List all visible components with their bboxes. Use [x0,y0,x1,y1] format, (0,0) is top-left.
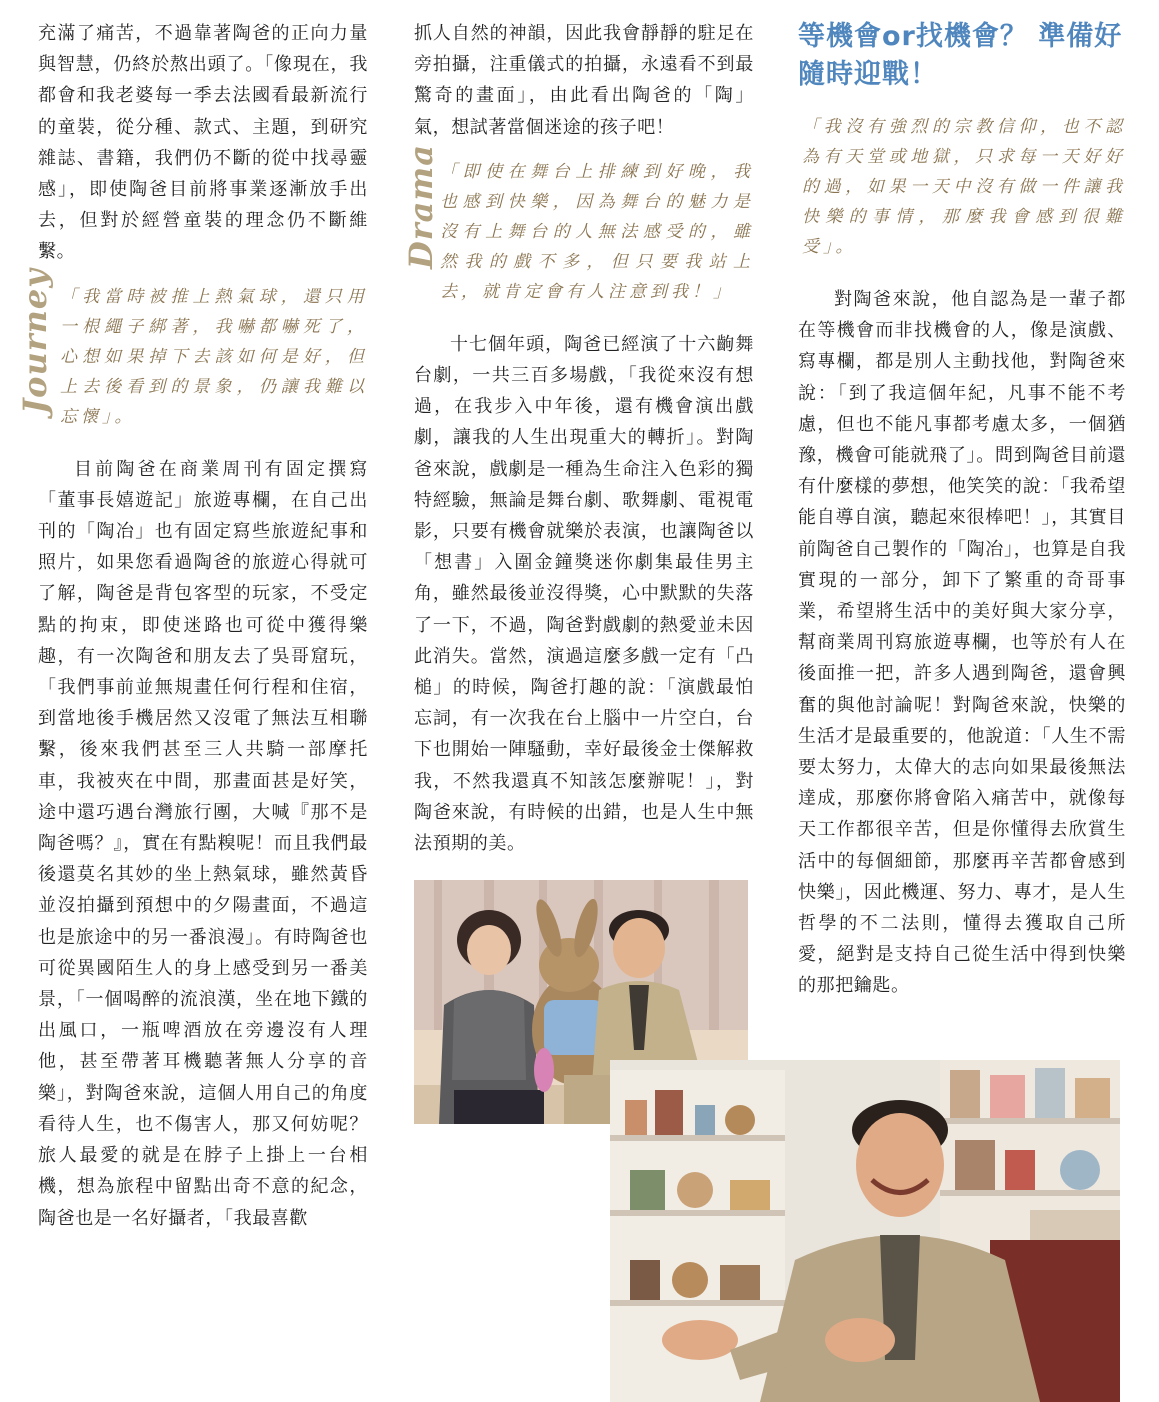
pull-quote-text: 「我當時被推上熱氣球，還只用一根繩子綁著，我嚇都嚇死了，心想如果掉下去該如何是好，但上去後看到的景象，仍讓我難以忘懷」。 [60,286,368,427]
body-paragraph: 充滿了痛苦，不過靠著陶爸的正向力量與智慧，仍終於熬出頭了。「像現在，我都會和我老婆每一季去法國看最新流行的童裝，從分種、款式、主題，到研究雜誌、書籍，我們仍不斷的從中找尋靈感」，即使陶爸目前將事業逐漸放手出去，但對於經營童裝的理念仍不斷維繫。 [38,23,368,263]
body-paragraph: 十七個年頭，陶爸已經演了十六齣舞台劇，一共三百多場戲，「我從來沒有想過，在我步入中年後，還有機會演出戲劇，讓我的人生出現重大的轉折」。對陶爸來說，戲劇是一種為生命注入色彩的獨特經驗，無論是舞台劇、歌舞劇、電視電影，只要有機會就樂於表演，也讓陶爸以「想書」入圍金鐘獎迷你劇集最佳男主角，雖然最後並沒得獎，心中默默的失落了一下，不過，陶爸對戲劇的熱愛並未因此消失。當然，演過這麼多戲一定有「凸槌」的時候，陶爸打趣的說：「演戲最怕忘詞，有一次我在台上腦中一片空白，台下也開始一陣騷動，幸好最後金士傑解救我，不然我還真不知該怎麼辦呢！」，對陶爸來說，有時候的出錯，也是人生中無法預期的美。 [414,333,754,855]
body-paragraph: 對陶爸來說，他自認為是一輩子都在等機會而非找機會的人，像是演戲、寫專欄，都是別人主動找他，對陶爸來說：「到了我這個年紀，凡事不能不考慮，但也不能凡事都考慮太多，一個猶豫，機會可能就飛了」。問到陶爸目前還有什麼樣的夢想，他笑笑的說：「我希望能自導自演，聽起來很棒吧！」，其實目前陶爸自己製作的「陶冶」，也算是自我實現的一部分，卸下了繁重的奇哥事業，希望將生活中的美好與大家分享，幫商業周刊寫旅遊專欄，也等於有人在後面推一把，許多人遇到陶爸，還會興奮的與他討論呢！對陶爸來說，快樂的生活才是最重要的，他說道：「人生不需要太努力，太偉大的志向如果最後無法達成，那麼你將會陷入痛苦中，就像每天工作都很辛苦，但是你懂得去欣賞生活中的每個細節，那麼再辛苦都會感到快樂」，因此機運、努力、專才，是人生哲學的不二法則，懂得去獲取自己所愛，絕對是支持自己從生活中得到快樂的那把鑰匙。 [798,289,1126,997]
article-column-2 [402,18,754,859]
photo-man-illustration [610,1060,1120,1402]
pull-quote-drama [402,143,754,307]
pull-quote-text: 「即使在舞台上排練到好晚，我也感到快樂，因為舞台的魅力是沒有上舞台的人無法感受的，雖然我的戲不多，但只要我站上去，就肯定會有人注意到我！」 [440,161,754,302]
article-column-3 [798,18,1126,1002]
body-paragraph: 目前陶爸在商業周刊有固定撰寫「董事長嬉遊記」旅遊專欄，在自己出刊的「陶冶」也有固定寫些旅遊紀事和照片，如果您看過陶爸的旅遊心得就可了解，陶爸是背包客型的玩家，不受定點的拘束，即使迷路也可從中獲得樂趣，有一次陶爸和朋友去了吳哥窟玩，「我們事前並無規畫任何行程和住宿，到當地後手機居然又沒電了無法互相聯繫，後來我們甚至三人共騎一部摩托車，我被夾在中間，那畫面甚是好笑，途中還巧遇台灣旅行團，大喊『那不是陶爸嗎？』，實在有點糗呢！而且我們最後還莫名其妙的坐上熱氣球，雖然黃昏並沒拍攝到預想中的夕陽畫面，不過這也是旅途中的另一番浪漫」。有時陶爸也可從異國陌生人的身上感受到另一番美景，「一個喝醉的流浪漢，坐在地下鐵的出風口，一瓶啤酒放在旁邊沒有人理他，甚至帶著耳機聽著無人分享的音樂」，對陶爸來說，這個人用自己的角度看待人生，也不傷害人，那又何妨呢？旅人最愛的就是在脖子上掛上一台相機，想為旅程中留點出奇不意的紀念，陶爸也是一名好攝者，「我最喜歡 [38,458,368,1229]
section-label-journey: Journey [16,267,54,414]
section-label-drama: Drama [402,143,440,269]
photo-man-gesturing [610,1060,1120,1402]
pull-quote-journey [16,267,368,432]
pull-quote-text: 「我沒有強烈的宗教信仰，也不認為有天堂或地獄，只求每一天好好的過，如果一天中沒有做一件讓我快樂的事情，那麼我會感到很難受」。 [802,117,1126,257]
body-paragraph: 抓人自然的神韻，因此我會靜靜的駐足在旁拍攝，注重儀式的拍攝，永遠看不到最驚奇的畫面」，由此看出陶爸的「陶」氣，想試著當個迷途的孩子吧！ [414,23,754,138]
article-column-1 [16,18,368,1234]
section-headline: 等機會or找機會？ 準備好隨時迎戰！ [798,21,1123,90]
pull-quote-life [798,112,1126,262]
